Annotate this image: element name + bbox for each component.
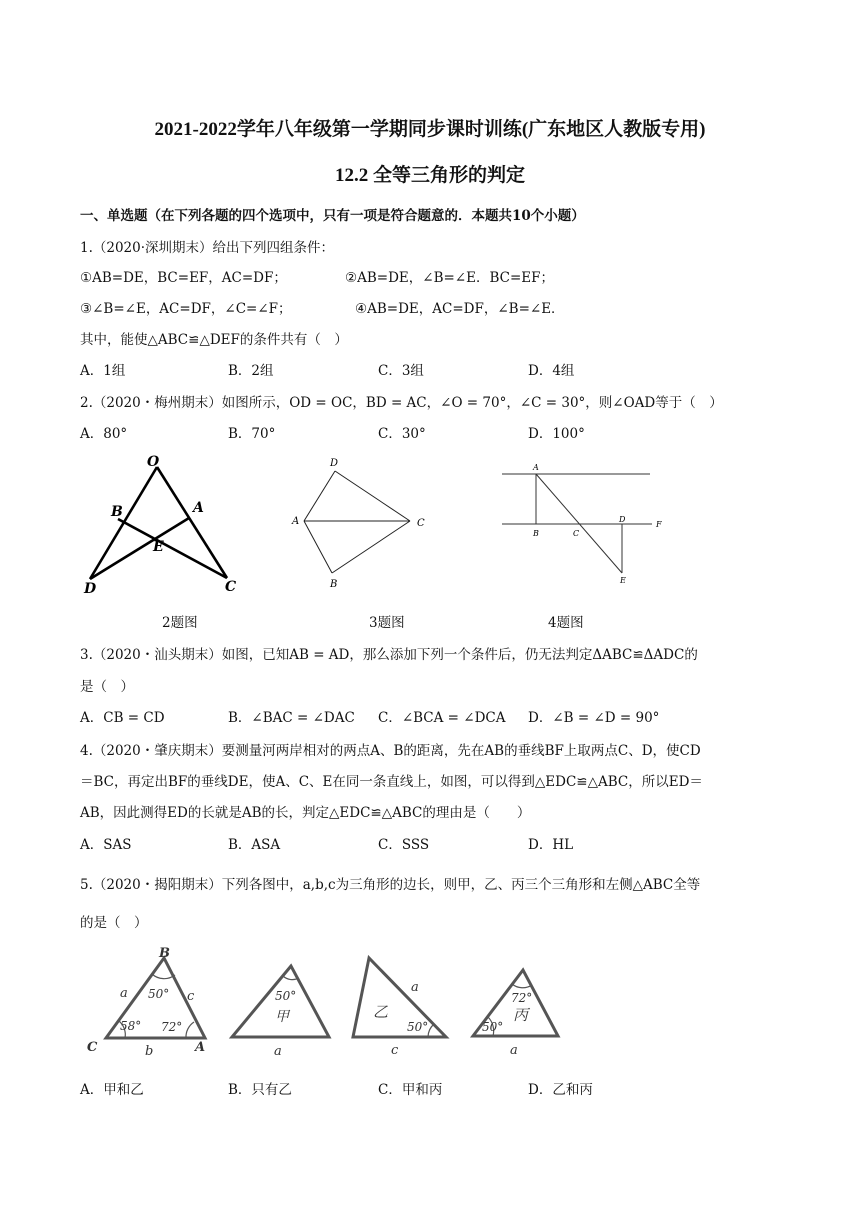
fig4-label: A: [533, 463, 539, 472]
section-heading: 一、单选题（在下列各题的四个选项中，只有一项是符合题意的．本题共10个小题）: [80, 208, 585, 224]
fig4-label: C: [573, 529, 580, 538]
q1-tail: 其中，能使△ABC≌△DEF的条件共有（ ）: [80, 332, 348, 348]
q1-option-c[interactable]: C．3组: [378, 363, 424, 379]
fig5-angle-mark: [428, 1024, 434, 1037]
q1-condition-1: ①AB=DE，BC=EF，AC=DF；: [80, 270, 287, 286]
fig2-label: O: [147, 454, 160, 470]
q2-stem: 2.（2020・梅州期末）如图所示，OD = OC，BD = AC，∠O = 70°，∠C = 30°，则∠OAD等于（ ）: [80, 395, 723, 411]
fig5-label: 甲: [275, 1009, 289, 1025]
fig5-label: a: [510, 1043, 518, 1058]
q1-condition-4: ④AB=DE，AC=DF，∠B=∠E．: [355, 301, 565, 317]
page-subtitle: 12.2 全等三角形的判定: [334, 165, 525, 186]
fig5-label: 50°: [275, 989, 297, 1003]
q3-stem-continued: 是（ ）: [80, 679, 134, 695]
fig3-edge: [335, 471, 410, 521]
fig2-label: B: [111, 504, 123, 520]
q3-stem: 3.（2020・汕头期末）如图，已知AB = AD，那么添加下列一个条件后，仍无法判定ΔABC≌ΔADC的: [80, 647, 698, 663]
q5-option-d[interactable]: D．乙和丙: [528, 1082, 593, 1098]
fig3-label: B: [330, 579, 338, 590]
fig5-label: c: [187, 989, 195, 1004]
q3-option-d[interactable]: D．∠B = ∠D = 90°: [528, 710, 660, 726]
q5-option-b[interactable]: B．只有乙: [228, 1082, 292, 1098]
fig2-edge: [90, 467, 157, 579]
fig5-label: 50°: [407, 1020, 429, 1034]
fig5-angle-mark: [488, 1017, 494, 1036]
fig2-edge: [118, 519, 227, 578]
fig2-label: D: [84, 581, 97, 597]
page-title: 2021-2022学年八年级第一学期同步课时训练(广东地区人教版专用): [154, 119, 706, 140]
fig5-angle-mark: [186, 1022, 194, 1038]
fig2-edge: [157, 467, 227, 578]
fig3-edge: [304, 471, 335, 521]
fig5-triangle-bing: [473, 970, 558, 1036]
fig5-angle-mark: [119, 1021, 125, 1038]
fig5-label: 72°: [511, 991, 533, 1005]
fig5-triangle-jia: [232, 966, 329, 1037]
q2-option-d[interactable]: D．100°: [528, 426, 585, 442]
q2-option-a[interactable]: A．80°: [80, 426, 128, 442]
fig5-angle-mark: [152, 974, 175, 979]
q4-option-b[interactable]: B．ASA: [228, 837, 281, 853]
q3-option-a[interactable]: A．CB = CD: [80, 710, 165, 726]
q4-line-2: ＝BC，再定出BF的垂线DE，使A、C、E在同一条直线上，如图，可以得到△EDC≌△ABC，所以ED＝: [80, 774, 703, 790]
fig3-edge: [304, 521, 332, 573]
q3-option-c[interactable]: C．∠BCA = ∠DCA: [378, 710, 506, 726]
fig5-label: 72°: [161, 1020, 183, 1034]
caption-q3: 3题图: [369, 615, 405, 631]
q5-line-1: 5.（2020・揭阳期末）下列各图中，a,b,c为三角形的边长，则甲，乙、丙三个三角形和左侧△ABC全等: [80, 877, 701, 893]
fig2-edge: [90, 518, 189, 579]
fig5-label: C: [87, 1040, 98, 1055]
fig5-label: B: [159, 946, 170, 961]
fig4-label: B: [533, 529, 539, 538]
fig4-label: F: [656, 520, 662, 529]
q2-option-b[interactable]: B．70°: [228, 426, 276, 442]
fig5-angle-mark: [283, 976, 299, 980]
fig5-label: c: [391, 1043, 399, 1058]
q4-option-d[interactable]: D．HL: [528, 837, 574, 853]
q2-option-c[interactable]: C．30°: [378, 426, 426, 442]
q4-option-a[interactable]: A．SAS: [80, 837, 132, 853]
q1-option-b[interactable]: B．2组: [228, 363, 274, 379]
q4-option-c[interactable]: C．SSS: [378, 837, 430, 853]
fig5-label: 丙: [513, 1006, 529, 1024]
fig4-edge: [536, 474, 622, 573]
fig3-edge: [332, 521, 410, 573]
fig5-label: A: [195, 1040, 206, 1055]
fig5-label: 50°: [482, 1020, 504, 1034]
q5-line-2: 的是（ ）: [80, 915, 148, 931]
fig2-label: A: [193, 500, 204, 516]
q1-option-d[interactable]: D．4组: [528, 363, 575, 379]
q1-stem: 1.（2020·深圳期末）给出下列四组条件：: [80, 240, 335, 256]
fig5-label: a: [274, 1044, 282, 1059]
fig5-triangle-abc: [106, 958, 205, 1038]
fig5-label: 乙: [373, 1003, 389, 1021]
fig5-angle-mark: [512, 984, 532, 988]
fig2-label: C: [225, 579, 237, 595]
fig5-label: a: [120, 986, 128, 1001]
fig3-label: C: [417, 518, 425, 529]
fig5-label: 50°: [148, 987, 170, 1001]
fig4-label: E: [620, 576, 626, 585]
q4-line-1: 4.（2020・肇庆期末）要测量河两岸相对的两点A、B的距离，先在AB的垂线BF上取两点C、D，使CD: [80, 743, 701, 759]
q1-condition-2: ②AB=DE，∠B=∠E．BC=EF；: [345, 270, 555, 286]
fig4-label: D: [619, 515, 626, 524]
q4-line-3: AB，因此测得ED的长就是AB的长，判定△EDC≌△ABC的理由是（ ）: [80, 805, 531, 821]
fig5-label: b: [145, 1044, 154, 1059]
q5-option-c[interactable]: C．甲和丙: [378, 1082, 443, 1098]
caption-q2: 2题图: [162, 615, 198, 631]
fig5-label: 58°: [120, 1019, 142, 1033]
q1-condition-3: ③∠B=∠E，AC=DF，∠C=∠F；: [80, 301, 292, 317]
fig5-label: a: [411, 980, 419, 995]
q5-option-a[interactable]: A．甲和乙: [80, 1082, 144, 1098]
q1-option-a[interactable]: A．1组: [80, 363, 126, 379]
caption-q4: 4题图: [548, 615, 584, 631]
fig5-triangle-yi: [353, 958, 446, 1037]
fig3-label: A: [292, 516, 300, 527]
fig2-label: E: [153, 539, 164, 555]
q3-option-b[interactable]: B．∠BAC = ∠DAC: [228, 710, 355, 726]
fig3-label: D: [330, 458, 339, 469]
